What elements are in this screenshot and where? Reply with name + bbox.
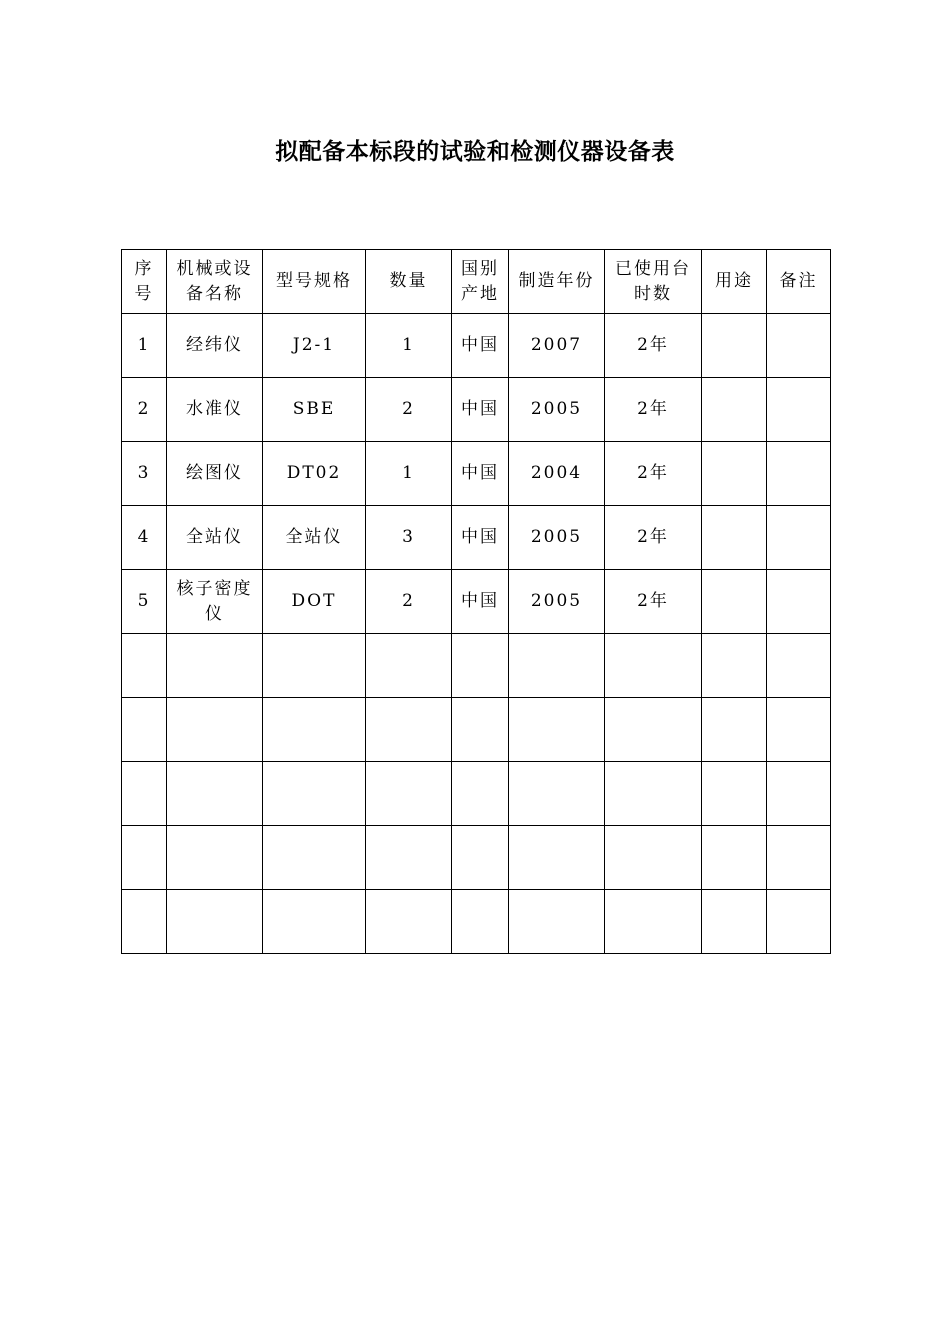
cell-manufacture-year: 2007 bbox=[509, 314, 605, 378]
cell-serial-number: 3 bbox=[122, 442, 167, 506]
cell-origin-country bbox=[452, 698, 509, 762]
header-serial-number: 序号 bbox=[122, 250, 167, 314]
cell-serial-number bbox=[122, 698, 167, 762]
header-origin-country: 国别产地 bbox=[452, 250, 509, 314]
cell-purpose bbox=[702, 698, 767, 762]
cell-equipment-name bbox=[167, 826, 263, 890]
cell-origin-country bbox=[452, 762, 509, 826]
cell-purpose bbox=[702, 634, 767, 698]
cell-manufacture-year: 2004 bbox=[509, 442, 605, 506]
cell-model-spec bbox=[263, 890, 366, 954]
cell-origin-country: 中国 bbox=[452, 442, 509, 506]
table-row bbox=[122, 314, 831, 378]
cell-equipment-name: 水准仪 bbox=[167, 378, 263, 442]
cell-manufacture-year: 2005 bbox=[509, 378, 605, 442]
cell-quantity bbox=[366, 634, 452, 698]
cell-equipment-name bbox=[167, 634, 263, 698]
cell-hours-used bbox=[605, 890, 702, 954]
cell-remarks bbox=[767, 570, 831, 634]
cell-origin-country: 中国 bbox=[452, 506, 509, 570]
table-row bbox=[122, 826, 831, 890]
cell-quantity bbox=[366, 762, 452, 826]
cell-quantity: 1 bbox=[366, 442, 452, 506]
cell-remarks bbox=[767, 442, 831, 506]
cell-hours-used: 2年 bbox=[605, 506, 702, 570]
cell-model-spec: DOT bbox=[263, 570, 366, 634]
cell-serial-number bbox=[122, 634, 167, 698]
cell-model-spec bbox=[263, 826, 366, 890]
cell-equipment-name bbox=[167, 762, 263, 826]
cell-manufacture-year bbox=[509, 890, 605, 954]
cell-origin-country: 中国 bbox=[452, 378, 509, 442]
cell-equipment-name: 全站仪 bbox=[167, 506, 263, 570]
cell-origin-country: 中国 bbox=[452, 570, 509, 634]
cell-origin-country bbox=[452, 826, 509, 890]
cell-purpose bbox=[702, 442, 767, 506]
header-model-spec: 型号规格 bbox=[263, 250, 366, 314]
cell-hours-used bbox=[605, 634, 702, 698]
cell-model-spec: 全站仪 bbox=[263, 506, 366, 570]
cell-serial-number bbox=[122, 890, 167, 954]
cell-quantity bbox=[366, 890, 452, 954]
cell-quantity bbox=[366, 826, 452, 890]
cell-remarks bbox=[767, 762, 831, 826]
header-manufacture-year: 制造年份 bbox=[509, 250, 605, 314]
cell-serial-number: 5 bbox=[122, 570, 167, 634]
table-row bbox=[122, 442, 831, 506]
cell-remarks bbox=[767, 634, 831, 698]
table-row bbox=[122, 378, 831, 442]
cell-hours-used bbox=[605, 698, 702, 762]
cell-purpose bbox=[702, 378, 767, 442]
cell-model-spec bbox=[263, 634, 366, 698]
cell-serial-number: 1 bbox=[122, 314, 167, 378]
cell-purpose bbox=[702, 762, 767, 826]
header-hours-used: 已使用台时数 bbox=[605, 250, 702, 314]
cell-origin-country bbox=[452, 890, 509, 954]
cell-manufacture-year bbox=[509, 634, 605, 698]
cell-hours-used: 2年 bbox=[605, 442, 702, 506]
cell-origin-country bbox=[452, 634, 509, 698]
cell-purpose bbox=[702, 314, 767, 378]
cell-remarks bbox=[767, 698, 831, 762]
cell-manufacture-year: 2005 bbox=[509, 570, 605, 634]
cell-remarks bbox=[767, 314, 831, 378]
equipment-table bbox=[121, 249, 831, 954]
cell-manufacture-year: 2005 bbox=[509, 506, 605, 570]
table-row bbox=[122, 570, 831, 634]
cell-purpose bbox=[702, 506, 767, 570]
table-row bbox=[122, 890, 831, 954]
cell-equipment-name bbox=[167, 890, 263, 954]
header-quantity: 数量 bbox=[366, 250, 452, 314]
header-remarks: 备注 bbox=[767, 250, 831, 314]
table-row bbox=[122, 698, 831, 762]
cell-equipment-name bbox=[167, 698, 263, 762]
cell-serial-number bbox=[122, 762, 167, 826]
cell-quantity: 1 bbox=[366, 314, 452, 378]
cell-serial-number: 2 bbox=[122, 378, 167, 442]
table-row bbox=[122, 506, 831, 570]
cell-purpose bbox=[702, 890, 767, 954]
header-purpose: 用途 bbox=[702, 250, 767, 314]
header-equipment-name: 机械或设备名称 bbox=[167, 250, 263, 314]
page-title: 拟配备本标段的试验和检测仪器设备表 bbox=[275, 139, 675, 165]
cell-equipment-name: 绘图仪 bbox=[167, 442, 263, 506]
cell-quantity: 3 bbox=[366, 506, 452, 570]
cell-hours-used bbox=[605, 826, 702, 890]
table-header-row bbox=[122, 250, 831, 314]
cell-hours-used: 2年 bbox=[605, 314, 702, 378]
cell-purpose bbox=[702, 570, 767, 634]
cell-manufacture-year bbox=[509, 762, 605, 826]
cell-quantity bbox=[366, 698, 452, 762]
cell-manufacture-year bbox=[509, 698, 605, 762]
cell-remarks bbox=[767, 506, 831, 570]
cell-equipment-name: 经纬仪 bbox=[167, 314, 263, 378]
cell-hours-used: 2年 bbox=[605, 378, 702, 442]
cell-model-spec bbox=[263, 762, 366, 826]
cell-hours-used: 2年 bbox=[605, 570, 702, 634]
cell-serial-number bbox=[122, 826, 167, 890]
cell-serial-number: 4 bbox=[122, 506, 167, 570]
cell-equipment-name: 核子密度仪 bbox=[167, 570, 263, 634]
cell-model-spec: J2-1 bbox=[263, 314, 366, 378]
cell-quantity: 2 bbox=[366, 570, 452, 634]
cell-purpose bbox=[702, 826, 767, 890]
cell-model-spec bbox=[263, 698, 366, 762]
cell-remarks bbox=[767, 826, 831, 890]
table-row bbox=[122, 762, 831, 826]
cell-quantity: 2 bbox=[366, 378, 452, 442]
cell-manufacture-year bbox=[509, 826, 605, 890]
cell-hours-used bbox=[605, 762, 702, 826]
cell-origin-country: 中国 bbox=[452, 314, 509, 378]
cell-remarks bbox=[767, 890, 831, 954]
cell-remarks bbox=[767, 378, 831, 442]
cell-model-spec: SBE bbox=[263, 378, 366, 442]
table-row bbox=[122, 634, 831, 698]
cell-model-spec: DT02 bbox=[263, 442, 366, 506]
